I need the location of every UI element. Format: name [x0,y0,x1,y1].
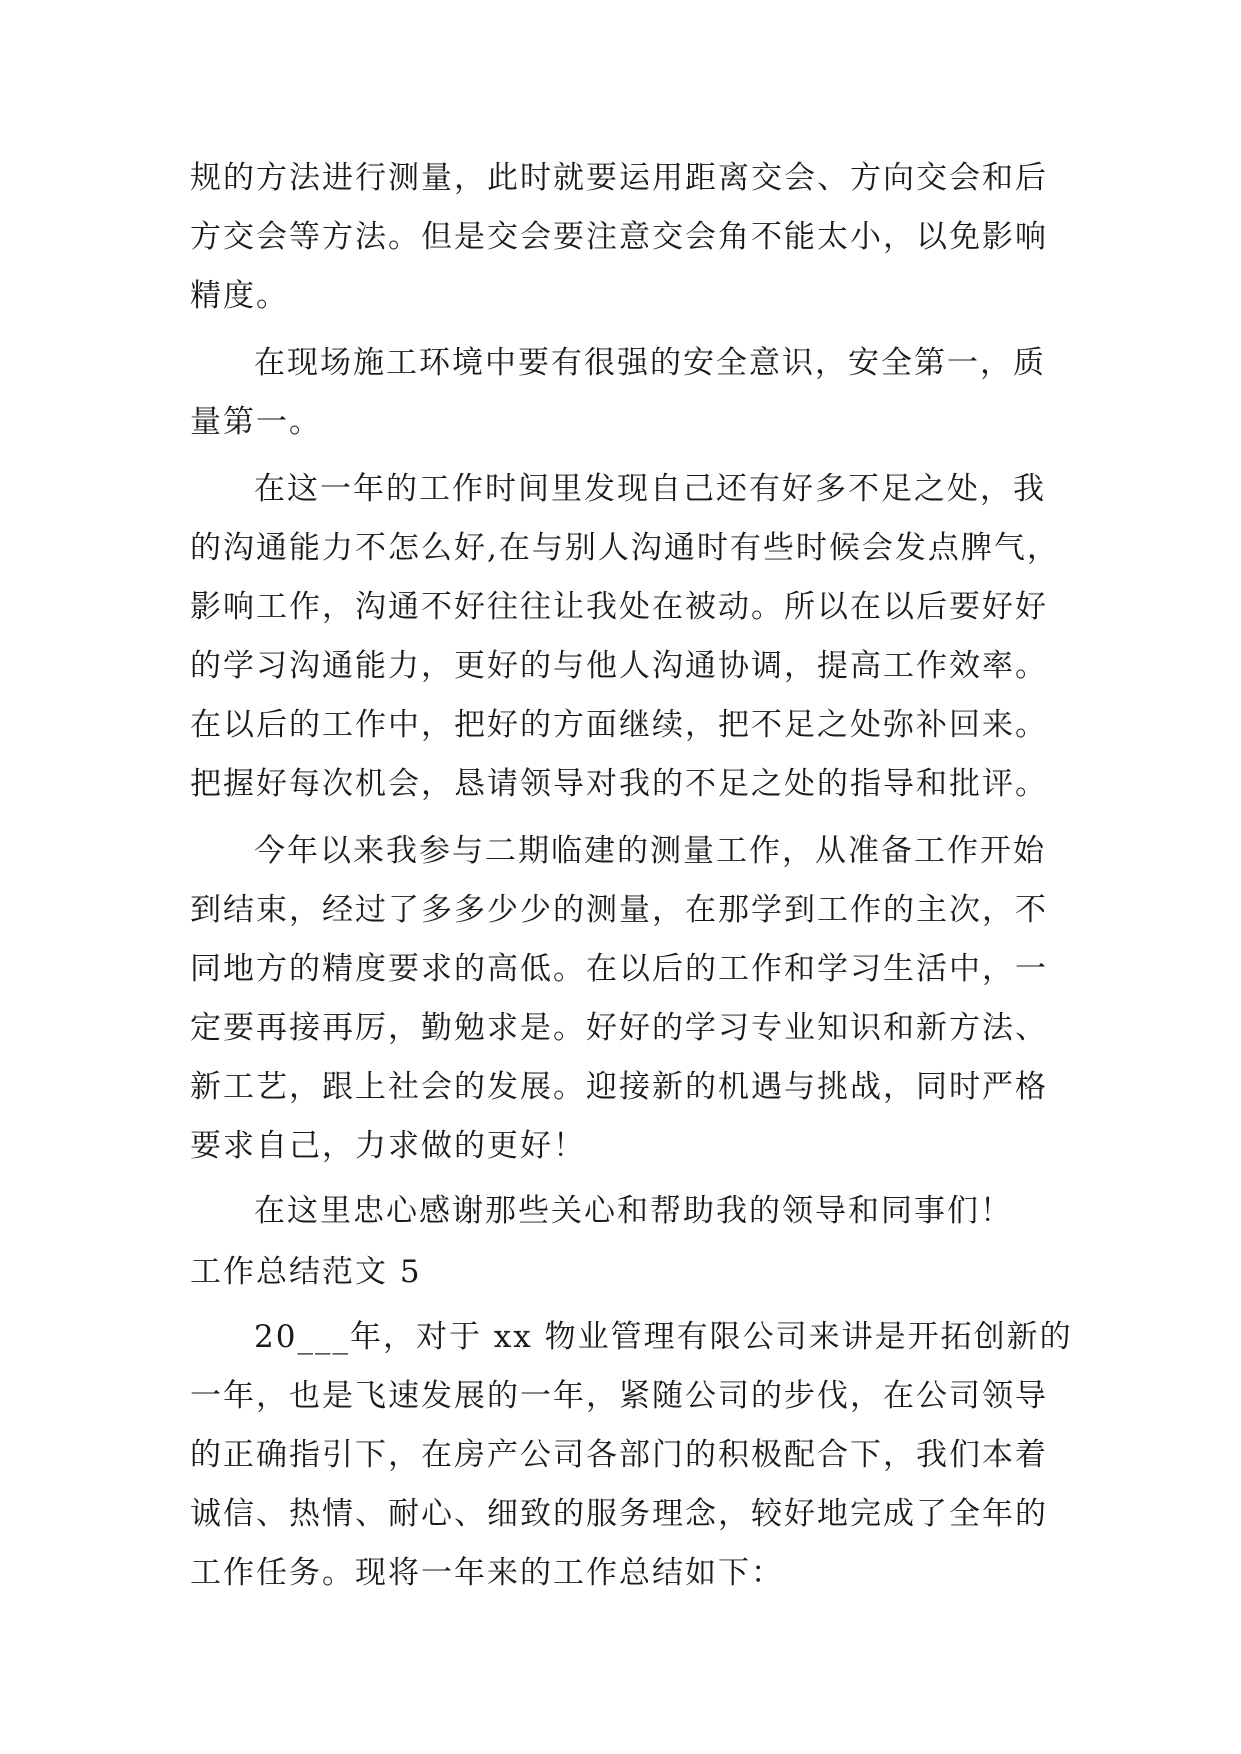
text-line: 新工艺，跟上社会的发展。迎接新的机遇与挑战，同时严格 [190,1069,1048,1105]
text-line: 的沟通能力不怎么好,在与别人沟通时有些时候会发点脾气， [190,530,1060,566]
text-line: 方交会等方法。但是交会要注意交会角不能太小，以免影响 [190,219,1048,255]
paragraph-first-line: 在现场施工环境中要有很强的安全意识，安全第一，质 [254,345,1046,381]
text-line: 影响工作，沟通不好往往让我处在被动。所以在以后要好好 [190,589,1048,625]
text-line: 的正确指引下，在房产公司各部门的积极配合下，我们本着 [190,1437,1048,1473]
section-heading: 工作总结范文 5 [190,1254,422,1290]
text-line: 定要再接再厉，勤勉求是。好好的学习专业知识和新方法、 [190,1010,1048,1046]
text-line: 规的方法进行测量，此时就要运用距离交会、方向交会和后 [190,160,1048,196]
paragraph-first-line: 在这一年的工作时间里发现自己还有好多不足之处，我 [254,471,1046,507]
text-line: 在以后的工作中，把好的方面继续，把不足之处弥补回来。 [190,707,1048,743]
text-line: 诚信、热情、耐心、细致的服务理念，较好地完成了全年的 [190,1496,1048,1532]
text-line: 量第一。 [190,404,322,440]
paragraph-first-line: 今年以来我参与二期临建的测量工作，从准备工作开始 [254,833,1046,869]
text-line: 到结束，经过了多多少少的测量，在那学到工作的主次，不 [190,892,1048,928]
text-line: 的学习沟通能力，更好的与他人沟通协调，提高工作效率。 [190,648,1048,684]
text-line: 同地方的精度要求的高低。在以后的工作和学习生活中，一 [190,951,1048,987]
text-line: 一年，也是飞速发展的一年，紧随公司的步伐，在公司领导 [190,1378,1048,1414]
paragraph-first-line: 在这里忠心感谢那些关心和帮助我的领导和同事们！ [254,1193,1013,1229]
text-line: 精度。 [190,278,289,314]
text-line: 把握好每次机会，恳请领导对我的不足之处的指导和批评。 [190,766,1048,802]
text-line: 要求自己，力求做的更好！ [190,1128,586,1164]
paragraph-first-line: 20___年，对于 xx 物业管理有限公司来讲是开拓创新的 [254,1319,1073,1355]
text-line: 工作任务。现将一年来的工作总结如下： [190,1555,784,1591]
